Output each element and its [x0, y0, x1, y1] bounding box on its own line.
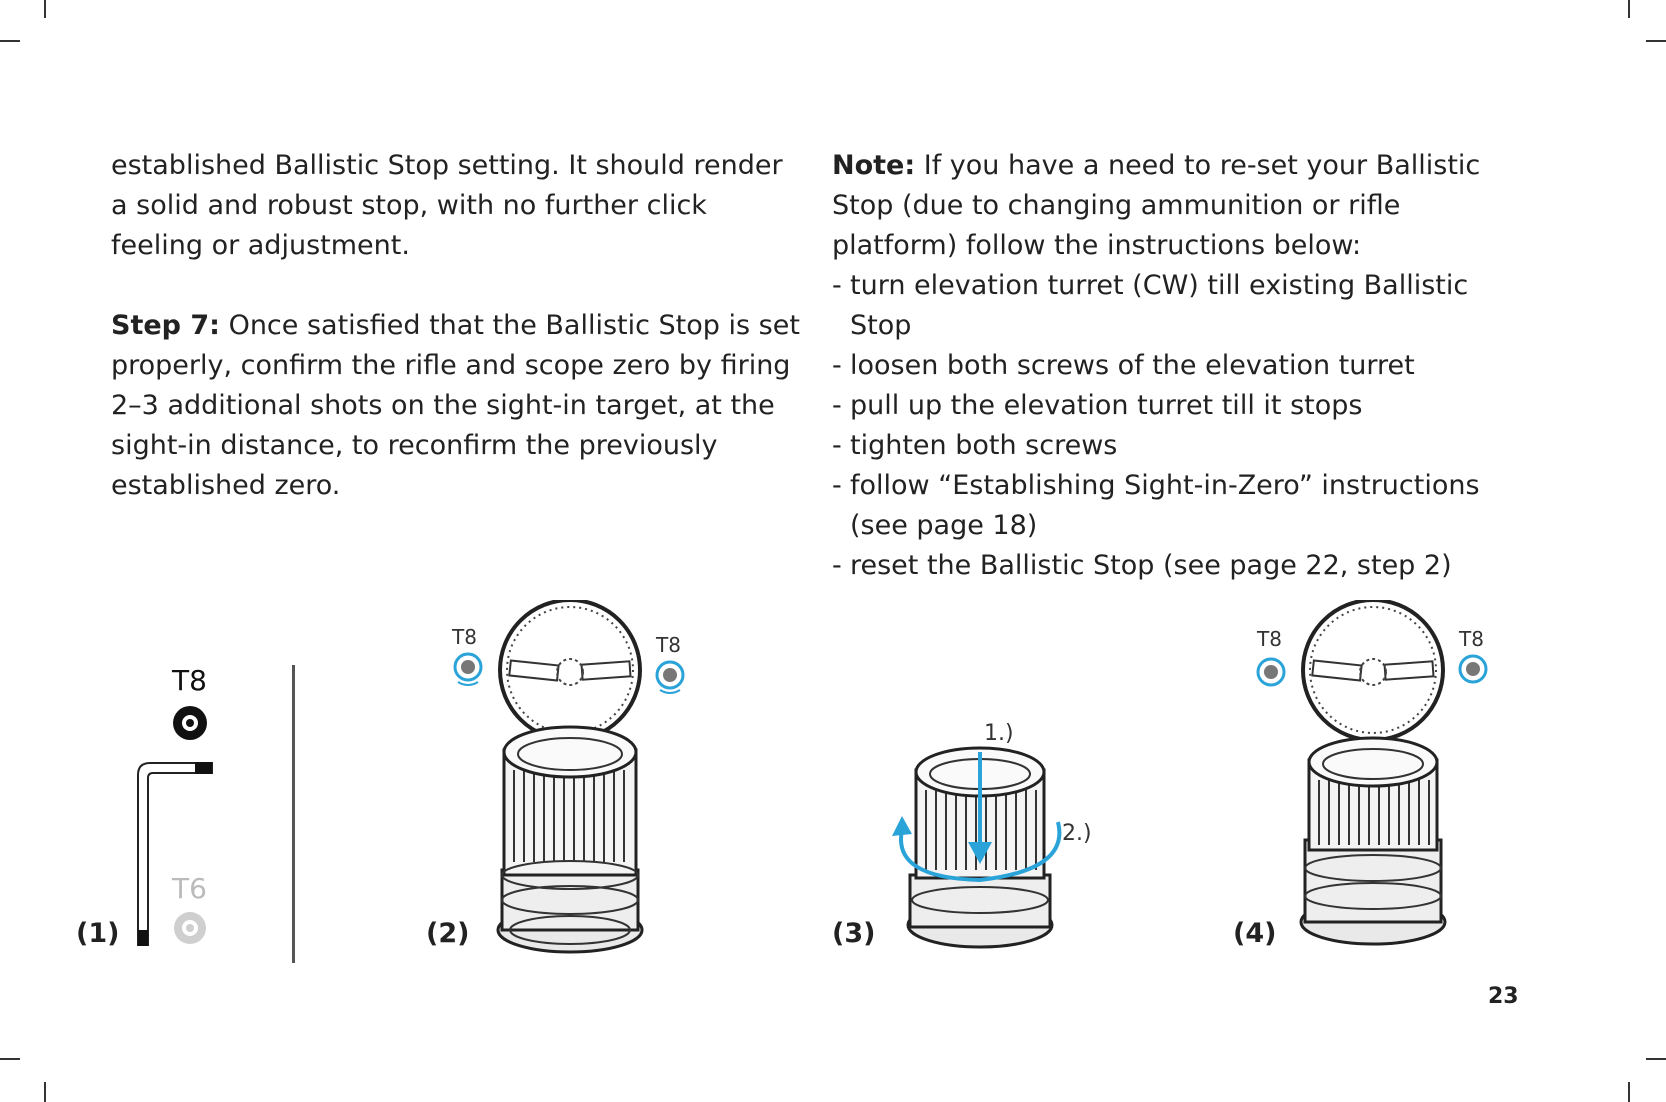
figure-3-label: (3): [832, 918, 876, 949]
crop-mark: [0, 40, 20, 42]
crop-mark: [44, 1082, 46, 1102]
screw-icon: [1258, 659, 1284, 685]
note-label: Note:: [832, 150, 916, 181]
turret-side-view-icon: [1301, 738, 1445, 944]
figure-4-turret: [1245, 600, 1505, 960]
turret-side-view-icon: [498, 727, 642, 952]
screw-left-label: T8: [452, 625, 477, 649]
page-number: 23: [1488, 984, 1519, 1009]
t8-key-head-icon: [173, 706, 207, 740]
crop-mark: [44, 0, 46, 18]
figure-1-hex-key: [120, 660, 230, 960]
note-text: If you have a need to re-set your Ballistic Stop (due to changing ammunition or rifle platform) follow the instructions below:: [832, 150, 1481, 261]
crop-mark: [0, 1058, 20, 1060]
figure-1-label: (1): [76, 918, 120, 949]
step-7-text: Once satisfied that the Ballistic Stop is set properly, confirm the rifle and scope zero by firing 2–3 additional shots on the sight-in target, at the sight-in distance, to reconfirm the previously established zero.: [111, 310, 800, 501]
intro-paragraph: established Ballistic Stop setting. It should render a solid and robust stop, with no further click feeling or adjustment.: [111, 150, 783, 261]
t6-key-label: T6: [172, 872, 207, 905]
screw-icon: [455, 654, 481, 685]
screw-right-label: T8: [1459, 627, 1484, 651]
right-text-column: [832, 146, 1532, 586]
screw-right-label: T8: [656, 633, 681, 657]
reset-steps-list: [832, 266, 1532, 586]
t6-key-head-icon: [174, 912, 206, 944]
figure-2-turret: [440, 600, 700, 960]
step-7-paragraph: [111, 306, 801, 506]
step-7-label: Step 7:: [111, 310, 220, 341]
list-item: - reset the Ballistic Stop (see page 22, step 2): [832, 550, 1452, 581]
list-item: - follow “Establishing Sight-in-Zero” instructions (see page 18): [832, 470, 1480, 541]
note-paragraph: [832, 146, 1532, 266]
turret-top-view-icon: [1303, 600, 1443, 740]
crop-mark: [1628, 0, 1630, 18]
figure-3-turret: [880, 710, 1110, 960]
crop-mark: [1628, 1082, 1630, 1102]
screw-icon: [657, 662, 683, 693]
turret-top-view-icon: [500, 600, 640, 740]
crop-mark: [1646, 1058, 1666, 1060]
screw-icon: [1460, 656, 1486, 682]
arrow-1-label: 1.): [984, 721, 1014, 746]
figure-separator: [292, 665, 295, 963]
t8-key-label: T8: [172, 664, 207, 697]
list-item: - pull up the elevation turret till it stops: [832, 390, 1363, 421]
list-item: - tighten both screws: [832, 430, 1118, 461]
crop-mark: [1646, 40, 1666, 42]
figure-2-label: (2): [426, 918, 470, 949]
arrow-2-label: 2.): [1062, 821, 1092, 846]
figure-4-label: (4): [1233, 918, 1277, 949]
left-text-column: [111, 146, 801, 506]
list-item: - turn elevation turret (CW) till existing Ballistic Stop: [832, 270, 1469, 341]
screw-left-label: T8: [1257, 627, 1282, 651]
list-item: - loosen both screws of the elevation turret: [832, 350, 1415, 381]
